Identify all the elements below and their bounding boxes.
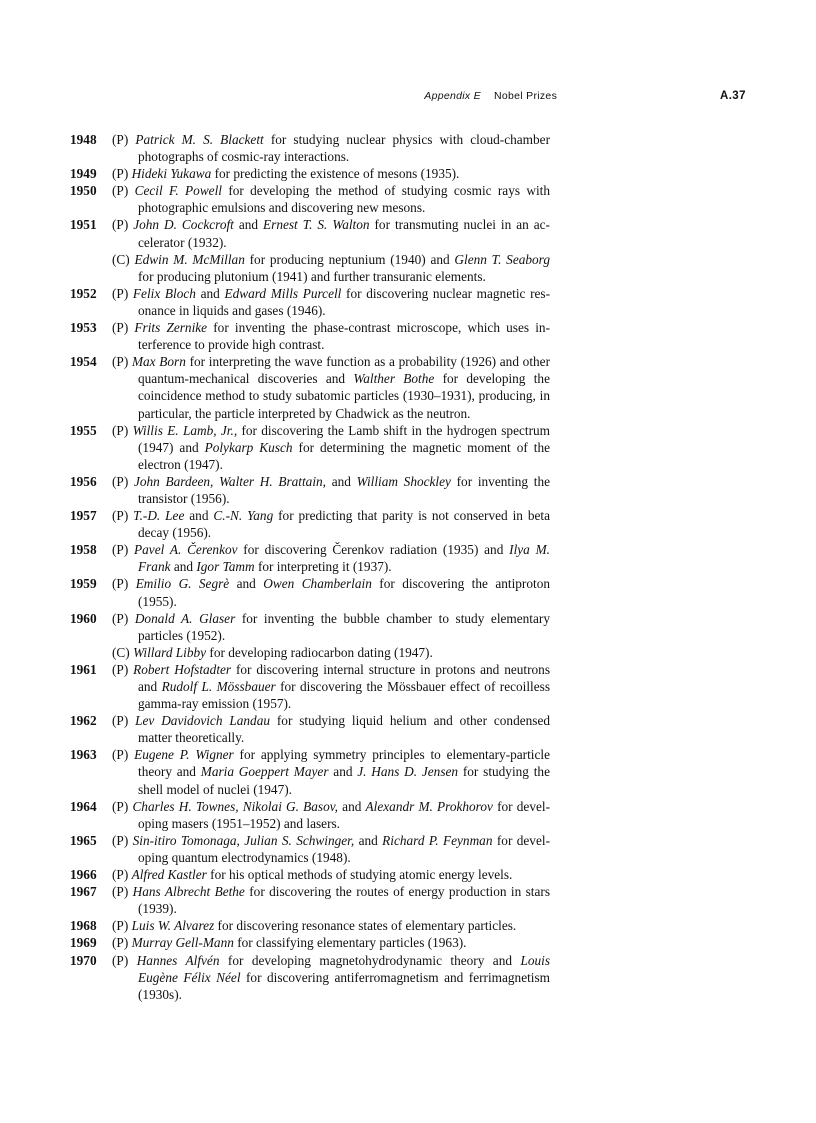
citation-text: for applying symmetry principles to elementary-particle theory and: [138, 747, 550, 780]
prize-citations: [112, 712, 550, 746]
prize-citation: [112, 473, 550, 507]
prize-year: 1948: [70, 132, 97, 147]
laureate-name: Alfred Kastler: [131, 867, 207, 883]
prize-citation: [112, 610, 550, 644]
prize-citations: [112, 216, 550, 284]
prize-entry: [70, 353, 550, 421]
prize-citation: [112, 507, 550, 541]
citation-text: (P): [112, 884, 133, 900]
page-number: A.37: [720, 90, 746, 102]
laureate-name: Louis Eugène Félix Néel: [138, 952, 551, 985]
laureate-name: Polykarp Kusch: [204, 439, 293, 455]
citation-text: for predicting that parity is not conserved in beta decay (1956).: [138, 508, 550, 541]
prize-citation: [112, 131, 550, 165]
laureate-name: Hannes Alfvén: [136, 952, 220, 968]
citation-text: for his optical methods of studying atomic energy levels.: [206, 867, 513, 883]
prize-year: 1956: [70, 473, 97, 489]
citation-text: (P): [112, 320, 135, 336]
citation-text: for developing masers (1951–1952) and lasers.: [138, 798, 551, 831]
laureate-name: Luis W. Alvarez: [131, 918, 215, 934]
prize-entry: [70, 285, 550, 319]
prize-citation: [112, 952, 550, 1003]
prize-year: 1962: [70, 713, 97, 729]
citation-text: for discovering the routes of energy production in stars (1939).: [138, 884, 551, 917]
laureate-name: Edward Mills Purcell: [224, 285, 342, 301]
prize-entry: [70, 182, 550, 216]
laureate-name: Rudolf L. Mössbauer: [161, 679, 276, 694]
header-section-title: Nobel Prizes: [494, 90, 558, 102]
laureate-name: Willard Libby: [133, 644, 207, 660]
citation-text: for studying the shell model of nuclei (1947).: [138, 764, 550, 797]
citation-text: (P): [112, 217, 134, 233]
prize-citations: [112, 319, 550, 353]
citation-text: for inventing the transistor (1956).: [138, 473, 550, 506]
prize-citations: [112, 473, 550, 507]
prize-year: 1954: [70, 354, 97, 370]
prize-citations: [112, 541, 550, 575]
citation-text: (P): [112, 473, 134, 489]
prize-year: 1955: [70, 422, 97, 438]
prize-citation: [112, 883, 550, 917]
citation-text: for developing quantum electrodynamics (1948).: [138, 832, 550, 865]
citation-text: (P): [112, 832, 133, 848]
laureate-name: Walther Bothe: [353, 371, 435, 387]
citation-text: (P): [112, 661, 134, 677]
nobel-prize-list: [70, 131, 550, 1003]
prize-year: 1959: [70, 576, 97, 592]
citation-text: for studying nuclear physics with cloud-chamber photographs of cosmic-ray interactions.: [138, 132, 551, 165]
prize-citation: [112, 832, 550, 866]
prize-citation: [112, 353, 550, 421]
citation-text: (P): [112, 132, 136, 147]
prize-citations: [112, 917, 550, 934]
laureate-name: Glenn T. Seaborg: [454, 251, 551, 267]
citation-text: (P): [112, 610, 135, 626]
laureate-name: Sin-itiro Tomonaga, Julian S. Schwinger,: [132, 832, 355, 848]
laureate-name: C.-N. Yang: [213, 508, 274, 524]
prize-citations: [112, 832, 550, 866]
prize-citations: [112, 610, 550, 661]
laureate-name: Max Born: [131, 354, 186, 370]
prize-citations: [112, 165, 550, 182]
laureate-name: Felix Bloch: [132, 285, 196, 301]
laureate-name: Donald A. Glaser: [134, 610, 236, 626]
prize-year: 1949: [70, 166, 97, 182]
citation-text: for discovering antiferromagnetism and ferrimagnetism (1930s).: [138, 969, 550, 1002]
prize-citations: [112, 575, 550, 609]
laureate-name: Lev Davidovich Landau: [135, 713, 270, 729]
laureate-name: John D. Cockcroft: [133, 217, 234, 233]
prize-citations: [112, 285, 550, 319]
prize-citation: [112, 644, 550, 661]
citation-text: for producing plutonium (1941) and further transuranic elements.: [138, 268, 486, 284]
prize-citation: [112, 541, 550, 575]
citation-text: (P): [112, 285, 133, 301]
laureate-name: Patrick M. S. Blackett: [135, 132, 264, 147]
citation-text: for studying liquid helium and other condensed matter theoretically.: [138, 713, 550, 746]
prize-entry: [70, 319, 550, 353]
prize-year: 1967: [70, 884, 97, 900]
citation-text: and: [170, 559, 197, 575]
prize-year: 1958: [70, 542, 97, 558]
prize-citation: [112, 422, 550, 473]
citation-text: for developing the coincidence method to study subatomic particles (1930–1931), producing, in particular, the particle interpreted by Chadwick as the neutron.: [138, 371, 550, 421]
prize-entry: [70, 473, 550, 507]
prize-entry: [70, 798, 550, 832]
laureate-name: Frits Zernike: [134, 320, 208, 336]
citation-text: (P): [112, 508, 134, 524]
header-appendix: Appendix E: [424, 90, 481, 102]
citation-text: (P): [112, 183, 135, 199]
citation-text: for interpreting it (1937).: [254, 559, 392, 575]
prize-entry: [70, 866, 550, 883]
laureate-name: Pavel A. Čerenkov: [134, 542, 238, 558]
prize-entry: [70, 575, 550, 609]
prize-entry: [70, 507, 550, 541]
prize-entry: [70, 422, 550, 473]
prize-citations: [112, 353, 550, 421]
prize-citation: [112, 798, 550, 832]
citation-text: (P): [112, 422, 133, 438]
citation-text: for predicting the existence of mesons (1935).: [211, 166, 460, 182]
laureate-name: Hideki Yukawa: [131, 166, 212, 182]
citation-text: (P): [112, 713, 136, 729]
prize-entry: [70, 131, 550, 165]
prize-year: 1963: [70, 747, 97, 763]
prize-citation: [112, 251, 550, 285]
citation-text: for discovering resonance states of elementary particles.: [214, 918, 517, 934]
prize-entry: [70, 952, 550, 1003]
citation-text: and: [326, 473, 357, 489]
prize-year: 1951: [70, 217, 97, 233]
laureate-name: Edwin M. McMillan: [134, 251, 245, 267]
citation-text: for developing magnetohydrodynamic theory and: [219, 952, 521, 968]
running-header: [0, 90, 816, 106]
prize-year: 1969: [70, 935, 97, 951]
laureate-name: Maria Goeppert Mayer: [200, 764, 329, 780]
laureate-name: William Shockley: [356, 473, 451, 489]
prize-citations: [112, 182, 550, 216]
prize-citation: [112, 319, 550, 353]
prize-year: 1966: [70, 867, 97, 883]
citation-text: for interpreting the wave function as a probability (1926) and other quantum-mechanical discoveries and: [138, 354, 550, 387]
prize-citations: [112, 952, 550, 1003]
prize-year: 1961: [70, 661, 97, 677]
citation-text: for discovering the antiproton (1955).: [138, 576, 551, 609]
citation-text: (P): [112, 576, 136, 592]
laureate-name: Owen Chamberlain: [263, 576, 372, 592]
prize-year: 1953: [70, 320, 97, 336]
prize-entry: [70, 661, 550, 712]
prize-citation: [112, 661, 550, 712]
citation-text: (P): [112, 867, 132, 883]
prize-year: 1960: [70, 610, 97, 626]
citation-text: (C): [112, 644, 134, 660]
citation-text: (P): [112, 166, 132, 182]
prize-year: 1957: [70, 508, 97, 524]
prize-citation: [112, 575, 550, 609]
prize-citation: [112, 285, 550, 319]
laureate-name: Igor Tamm: [196, 559, 255, 575]
citation-text: for classifying elementary particles (1963).: [233, 935, 467, 951]
laureate-name: John Bardeen, Walter H. Brattain,: [133, 473, 327, 489]
prize-year: 1968: [70, 918, 97, 934]
citation-text: for discovering Čerenkov radiation (1935) and: [237, 542, 510, 558]
laureate-name: Eugene P. Wigner: [134, 747, 234, 763]
citation-text: and: [229, 576, 264, 592]
laureate-name: Ilya M. Frank: [138, 542, 550, 575]
prize-year: 1964: [70, 798, 97, 814]
prize-citations: [112, 866, 550, 883]
prize-citations: [112, 798, 550, 832]
citation-text: for inventing the phase-contrast microscope, which uses interference to provide high contrast.: [138, 320, 550, 353]
prize-citations: [112, 131, 550, 165]
prize-citations: [112, 507, 550, 541]
prize-citation: [112, 182, 550, 216]
laureate-name: Ernest T. S. Walton: [263, 217, 370, 233]
citation-text: (P): [112, 935, 132, 951]
laureate-name: Murray Gell-Mann: [131, 935, 234, 951]
prize-entry: [70, 541, 550, 575]
prize-year: 1950: [70, 183, 97, 199]
prize-citations: [112, 746, 550, 797]
citation-text: for discovering the Mössbauer effect of recoilless gamma-ray emission (1957).: [138, 679, 550, 712]
prize-entry: [70, 883, 550, 917]
prize-citation: [112, 216, 550, 250]
citation-text: for developing the method of studying cosmic rays with photographic emulsions and discovering new mesons.: [138, 183, 551, 216]
laureate-name: Cecil F. Powell: [134, 183, 222, 199]
citation-text: for discovering internal structure in protons and neutrons and: [138, 661, 550, 694]
prize-citation: [112, 917, 550, 934]
prize-entry: [70, 832, 550, 866]
citation-text: for developing radiocarbon dating (1947).: [206, 644, 433, 660]
prize-citations: [112, 661, 550, 712]
prize-entry: [70, 216, 550, 284]
prize-citation: [112, 934, 550, 951]
prize-year: 1952: [70, 285, 97, 301]
citation-text: for determining the magnetic moment of the electron (1947).: [138, 439, 551, 472]
laureate-name: Emilio G. Segrè: [135, 576, 230, 592]
prize-year: 1965: [70, 832, 97, 848]
citation-text: for discovering nuclear magnetic resonance in liquids and gases (1946).: [138, 285, 551, 318]
citation-text: (P): [112, 354, 132, 370]
laureate-name: Hans Albrecht Bethe: [132, 884, 245, 900]
prize-entry: [70, 917, 550, 934]
laureate-name: Robert Hofstadter: [133, 661, 232, 677]
citation-text: for producing neptunium (1940) and: [244, 251, 455, 267]
prize-entry: [70, 746, 550, 797]
citation-text: and: [195, 285, 225, 301]
citation-text: and: [233, 217, 264, 233]
prize-year: 1970: [70, 952, 97, 968]
citation-text: and: [354, 832, 383, 848]
citation-text: and: [328, 764, 358, 780]
laureate-name: J. Hans D. Jensen: [357, 764, 459, 780]
laureate-name: Willis E. Lamb, Jr.,: [132, 422, 238, 438]
citation-text: (C): [112, 251, 135, 267]
prize-citation: [112, 165, 550, 182]
citation-text: (P): [112, 952, 137, 968]
citation-text: and: [338, 798, 366, 814]
prize-citations: [112, 934, 550, 951]
citation-text: (P): [112, 542, 135, 558]
prize-entry: [70, 165, 550, 182]
prize-entry: [70, 934, 550, 951]
prize-citation: [112, 866, 550, 883]
citation-text: (P): [112, 798, 133, 814]
prize-citation: [112, 712, 550, 746]
prize-citations: [112, 422, 550, 473]
citation-text: (P): [112, 747, 135, 763]
prize-entry: [70, 712, 550, 746]
prize-entry: [70, 610, 550, 661]
prize-citations: [112, 883, 550, 917]
laureate-name: Richard P. Feynman: [382, 832, 493, 848]
laureate-name: Charles H. Townes, Nikolai G. Basov,: [132, 798, 338, 814]
citation-text: and: [184, 508, 214, 524]
laureate-name: Alexandr M. Prokhorov: [365, 798, 493, 814]
citation-text: (P): [112, 918, 132, 934]
laureate-name: T.-D. Lee: [133, 508, 185, 524]
prize-citation: [112, 746, 550, 797]
citation-text: for discovering the Lamb shift in the hydrogen spectrum (1947) and: [138, 422, 550, 455]
citation-text: for inventing the bubble chamber to study elementary particles (1952).: [138, 610, 550, 643]
citation-text: for transmuting nuclei in an accelerator (1932).: [138, 217, 550, 250]
